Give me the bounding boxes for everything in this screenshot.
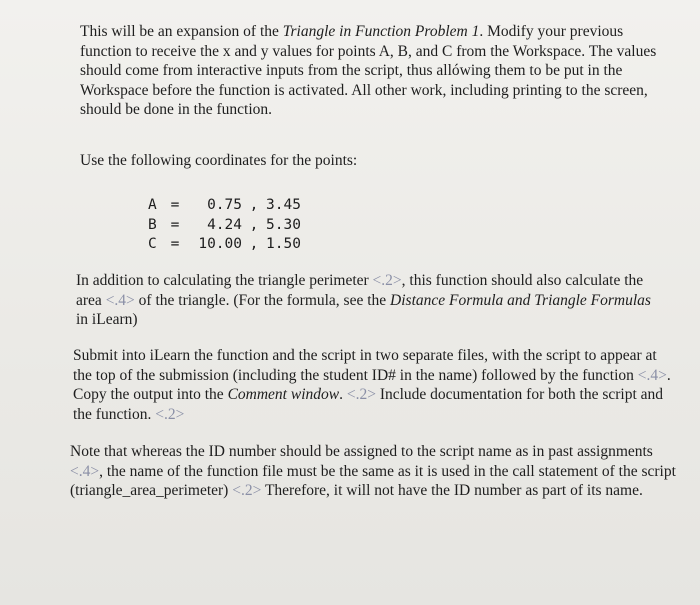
naming-text-2: , the name of the function file must be the same as it is used in the call statement of the script (triangle_area_perimeter) xyxy=(70,462,676,499)
submission-paragraph xyxy=(73,346,673,424)
formula-reference: Distance Formula and Triangle Formulas xyxy=(390,291,651,309)
y-value: 5.30 xyxy=(266,216,301,233)
area-text-4: in iLearn) xyxy=(76,311,138,328)
comma: , xyxy=(249,216,259,233)
area-text-2: , this function should also calculate the area xyxy=(76,272,644,309)
coordinate-row-b xyxy=(148,216,308,236)
coordinates-table xyxy=(148,196,308,255)
intro-paragraph xyxy=(80,22,660,120)
x-value: 10.00 xyxy=(198,236,242,252)
comma: , xyxy=(249,197,259,213)
comment-window-reference: Comment window xyxy=(227,386,340,403)
points-badge: <.2> xyxy=(346,386,376,403)
equals-sign: = xyxy=(170,236,180,252)
coordinates-heading: Use the following coordinates for the points: xyxy=(80,152,358,169)
coordinate-row-c xyxy=(148,235,308,255)
points-badge: <.2> xyxy=(232,482,262,499)
submission-text-1: Submit into iLearn the function and the script in two separate files, with the script to appear at the top of the submission (including the student ID# in the name) followed by the function xyxy=(73,347,657,384)
naming-text-3: Therefore, it will not have the ID number as part of its name. xyxy=(261,482,643,499)
comma: , xyxy=(249,236,259,252)
y-value: 1.50 xyxy=(266,236,301,252)
x-value: 4.24 xyxy=(207,216,242,233)
problem-title-reference: Triangle in Function Problem 1 xyxy=(282,23,480,40)
naming-text-1: Note that whereas the ID number should be assigned to the script name as in past assignments xyxy=(70,443,653,460)
points-badge: <.4> xyxy=(70,462,100,480)
equals-sign: = xyxy=(170,197,180,213)
coordinate-row-a xyxy=(148,196,308,216)
x-value: 0.75 xyxy=(207,197,242,213)
point-label: C xyxy=(148,236,157,252)
equals-sign: = xyxy=(170,216,180,233)
area-text-3: of the triangle. (For the formula, see the xyxy=(134,291,391,309)
point-label: A xyxy=(148,197,157,213)
y-value: 3.45 xyxy=(266,197,301,213)
points-badge: <.2> xyxy=(155,405,185,423)
area-text-1: In addition to calculating the triangle perimeter xyxy=(76,272,373,289)
naming-paragraph xyxy=(70,442,680,501)
point-label: B xyxy=(148,216,157,233)
submission-text-4: Include documentation for both the script and the function. xyxy=(73,386,664,423)
points-badge: <.4> xyxy=(105,291,135,309)
submission-text-2: . Copy the output into the xyxy=(73,366,671,403)
submission-text-3: . xyxy=(339,386,347,403)
area-paragraph xyxy=(76,271,666,330)
intro-text-2: . Modify your previous function to receive the x and y values for points A, B, and C from the Workspace. The values should come from interactive inputs from the script, thus allówing them to be put in the Workspace before the function is activated. All other work, including printing to the screen, should be done in the function. xyxy=(80,23,657,118)
points-badge: <.2> xyxy=(372,272,402,289)
intro-text-1: This will be an expansion of the xyxy=(80,23,283,40)
points-badge: <.4> xyxy=(637,366,667,384)
